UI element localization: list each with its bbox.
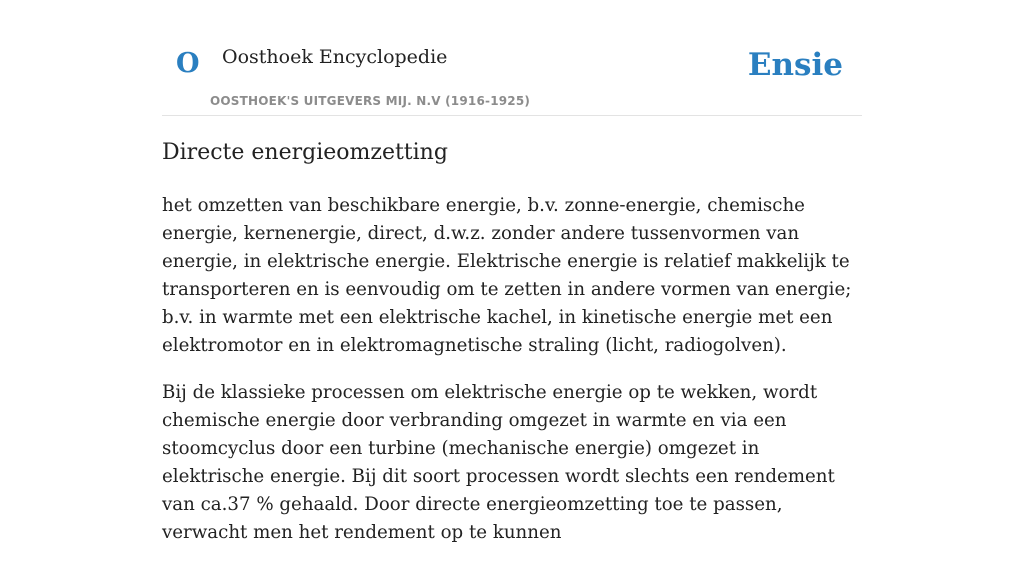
source-publisher: OOSTHOEK'S UITGEVERS MIJ. N.V (1916-1925) <box>210 94 531 108</box>
source-logo[interactable]: O <box>176 48 200 79</box>
page-container <box>162 0 862 543</box>
source-title-link[interactable]: Oosthoek Encyclopedie <box>222 46 448 68</box>
ensie-logo[interactable]: Ensie <box>747 47 843 83</box>
article-body <box>162 192 862 566</box>
article-paragraph: het omzetten van beschikbare energie, b.v. zonne-energie, chemische energie, kernenergie, direct, d.w.z. zonder andere tussenvormen van energie, in elektrische energie. Elektrische energie is relatief makkelijk te transporteren en is eenvoudig om te zetten in andere vormen van energie; b.v. in warmte met een elektrische kachel, in kinetische energie met een elektromotor en in elektromagnetische straling (licht, radiogolven). <box>162 195 852 356</box>
article-paragraph: Bij de klassieke processen om elektrische energie op te wekken, wordt chemische energie door verbranding omgezet in warmte en via een stoomcyclus door een turbine (mechanische energie) omgezet in elektrische energie. Bij dit soort processen wordt slechts een rendement van ca.37 % gehaald. Door directe energieomzetting toe te passen, verwacht men het rendement op te kunnen <box>162 382 835 543</box>
article-title: Directe energieomzetting <box>162 140 448 165</box>
source-header <box>162 0 862 116</box>
